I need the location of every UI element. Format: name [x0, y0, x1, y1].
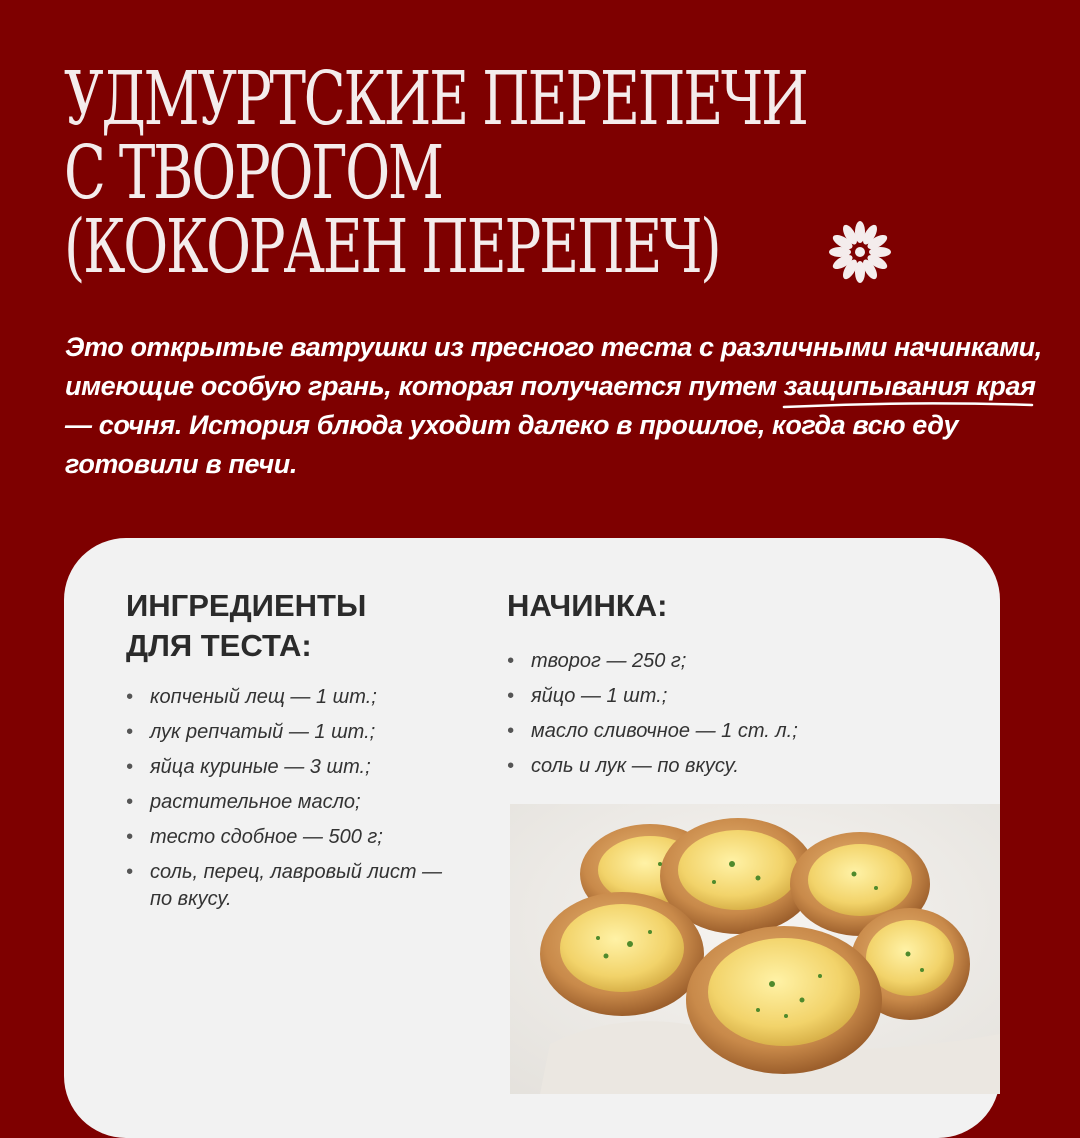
flower-icon [828, 220, 892, 284]
list-item: • соль и лук — по вкусу. [507, 753, 927, 780]
title-line-2: С ТВОРОГОМ [64, 130, 442, 216]
dough-ingredients-list [126, 684, 466, 921]
dough-heading [126, 586, 366, 666]
underline-stroke [782, 400, 1034, 410]
page-title [64, 56, 807, 290]
dough-heading-line-2: ДЛЯ ТЕСТА: [126, 628, 312, 663]
list-item: • тесто сдобное — 500 г; [126, 824, 466, 851]
dough-heading-line-1: ИНГРЕДИЕНТЫ [126, 588, 367, 623]
intro-part-1: Это открытые ватрушки из пресного теста с различными начинками, имеющие особую грань, которая получается путем [65, 332, 1042, 401]
filling-heading: НАЧИНКА: [507, 588, 668, 623]
list-item: • растительное масло; [126, 789, 466, 816]
perepechi-photo [510, 804, 1000, 1094]
ingredients-card [64, 538, 1000, 1138]
filling-ingredients-list [507, 648, 927, 788]
intro-highlight-text: защипывания края [783, 371, 1036, 401]
list-item: • яйца куриные — 3 шт.; [126, 754, 466, 781]
intro-part-2: — сочня. История блюда уходит далеко в прошлое, когда всю еду готовили в печи. [65, 410, 959, 479]
title-line-1: УДМУРТСКИЕ ПЕРЕПЕЧИ [64, 56, 807, 142]
list-item: • копченый лещ — 1 шт.; [126, 684, 466, 711]
intro-highlight [784, 367, 1036, 406]
title-line-3: (КОКОРАЕН ПЕРЕПЕЧ) [64, 204, 720, 290]
intro-text [65, 328, 1045, 484]
list-item: • лук репчатый — 1 шт.; [126, 719, 466, 746]
list-item: • соль, перец, лавровый лист — по вкусу. [126, 859, 466, 913]
list-item: • масло сливочное — 1 ст. л.; [507, 718, 927, 745]
list-item: • творог — 250 г; [507, 648, 927, 675]
list-item: • яйцо — 1 шт.; [507, 683, 927, 710]
